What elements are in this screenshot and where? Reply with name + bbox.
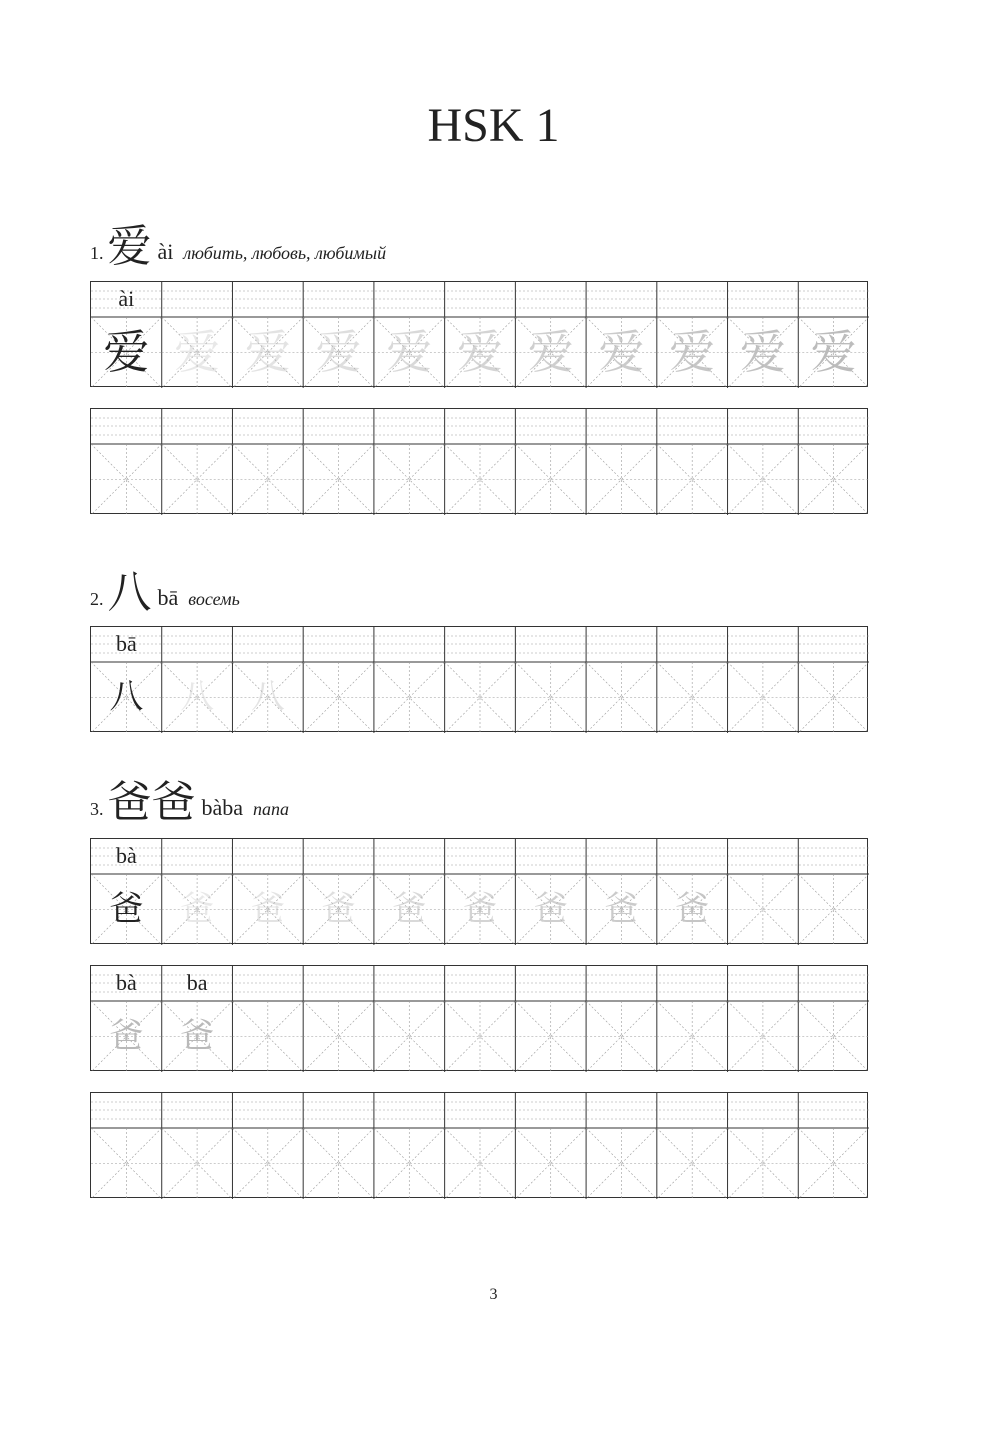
trace-character: 八	[250, 677, 285, 717]
grid-cell-guides	[657, 1001, 728, 1072]
grid-cell-guides	[515, 444, 586, 515]
grid-cell-guides	[91, 444, 162, 515]
trace-character: 爸	[321, 889, 356, 929]
grid-cell-guides	[303, 1001, 374, 1072]
trace-character: 爱	[174, 325, 221, 379]
page-title: HSK 1	[427, 99, 560, 152]
writing-grid	[91, 1093, 869, 1199]
grid-cell-guides	[728, 1128, 799, 1199]
entry-hanzi: 爸爸	[107, 777, 196, 828]
practice-sheet[interactable]	[90, 1092, 868, 1198]
practice-sheet[interactable]	[90, 626, 868, 732]
entry-hanzi: 爱	[107, 221, 152, 272]
grid-cell-guides	[303, 662, 374, 733]
grid-cell-guides	[657, 444, 728, 515]
grid-cell-guides	[445, 1128, 516, 1199]
grid-cell-guides	[515, 1001, 586, 1072]
entry-number: 2.	[90, 589, 104, 609]
entry-pinyin: ài	[157, 239, 174, 264]
grid-cell-guides	[374, 1001, 445, 1072]
entry-heading	[90, 210, 386, 280]
writing-grid	[91, 409, 869, 515]
grid-cell-guides	[798, 1001, 869, 1072]
trace-character: 爱	[386, 325, 433, 379]
grid-cell-guides	[728, 662, 799, 733]
page-number: 3	[489, 1286, 498, 1303]
model-character: 爸	[109, 889, 144, 929]
cell-pinyin: ài	[118, 286, 135, 311]
grid-cell-guides	[445, 662, 516, 733]
trace-character: 爸	[250, 889, 285, 929]
trace-character: 爸	[675, 889, 710, 929]
entry-translation: восемь	[188, 589, 240, 609]
entry-heading	[90, 766, 289, 836]
grid-cell-guides	[586, 662, 657, 733]
trace-character: 爸	[533, 889, 568, 929]
grid-cell-guides	[445, 1001, 516, 1072]
grid-cell-guides	[586, 1128, 657, 1199]
grid-cell-guides	[798, 1128, 869, 1199]
entry-translation: папа	[253, 799, 290, 819]
grid-cell-guides	[728, 444, 799, 515]
grid-cell-guides	[586, 1001, 657, 1072]
model-character: 八	[109, 677, 144, 717]
trace-character: 爱	[315, 325, 362, 379]
trace-character: 爱	[669, 325, 716, 379]
grid-cell-guides	[657, 662, 728, 733]
practice-sheet[interactable]	[90, 965, 868, 1071]
trace-character: 爸	[180, 889, 215, 929]
entry-hanzi: 八	[107, 567, 152, 618]
trace-character: 爱	[244, 325, 291, 379]
grid-cell-guides	[515, 662, 586, 733]
grid-cell-guides	[657, 1128, 728, 1199]
trace-character: 爱	[598, 325, 645, 379]
trace-character: 爱	[739, 325, 786, 379]
grid-cell-guides	[798, 874, 869, 945]
grid-cell-guides	[445, 444, 516, 515]
cell-pinyin: bā	[115, 631, 137, 656]
grid-cell-guides	[798, 662, 869, 733]
trace-character: 爸	[462, 889, 497, 929]
grid-cell-guides	[232, 444, 303, 515]
grid-cell-guides	[374, 662, 445, 733]
grid-cell-guides	[162, 444, 233, 515]
grid-cell-guides	[515, 1128, 586, 1199]
trace-character: 爱	[810, 325, 857, 379]
grid-cell-guides	[586, 444, 657, 515]
practice-sheet[interactable]	[90, 838, 868, 944]
model-character: 爱	[103, 325, 150, 379]
trace-character: 爸	[604, 889, 639, 929]
grid-cell-guides	[728, 874, 799, 945]
entry-translation: любить, любовь, любимый	[183, 243, 387, 263]
trace-character: 爸	[109, 1016, 144, 1056]
grid-cell-guides	[303, 1128, 374, 1199]
grid-cell-guides	[232, 1128, 303, 1199]
grid-cell-guides	[374, 444, 445, 515]
entry-pinyin: bā	[157, 585, 179, 610]
entry-heading	[90, 556, 240, 626]
cell-pinyin: bà	[115, 970, 137, 995]
grid-cell-guides	[374, 1128, 445, 1199]
trace-character: 爱	[456, 325, 503, 379]
entry-number: 3.	[90, 799, 104, 819]
trace-character: 八	[180, 677, 215, 717]
practice-sheet[interactable]	[90, 281, 868, 387]
grid-cell-guides	[232, 1001, 303, 1072]
grid-cell-guides	[728, 1001, 799, 1072]
grid-cell-guides	[798, 444, 869, 515]
entry-pinyin: bàba	[201, 795, 244, 820]
practice-sheet[interactable]	[90, 408, 868, 514]
cell-pinyin: bà	[115, 843, 137, 868]
grid-cell-guides	[91, 1128, 162, 1199]
grid-cell-guides	[303, 444, 374, 515]
trace-character: 爸	[392, 889, 427, 929]
cell-pinyin: ba	[186, 970, 208, 995]
trace-character: 爸	[180, 1016, 215, 1056]
grid-cell-guides	[162, 1128, 233, 1199]
trace-character: 爱	[527, 325, 574, 379]
entry-number: 1.	[90, 243, 104, 263]
